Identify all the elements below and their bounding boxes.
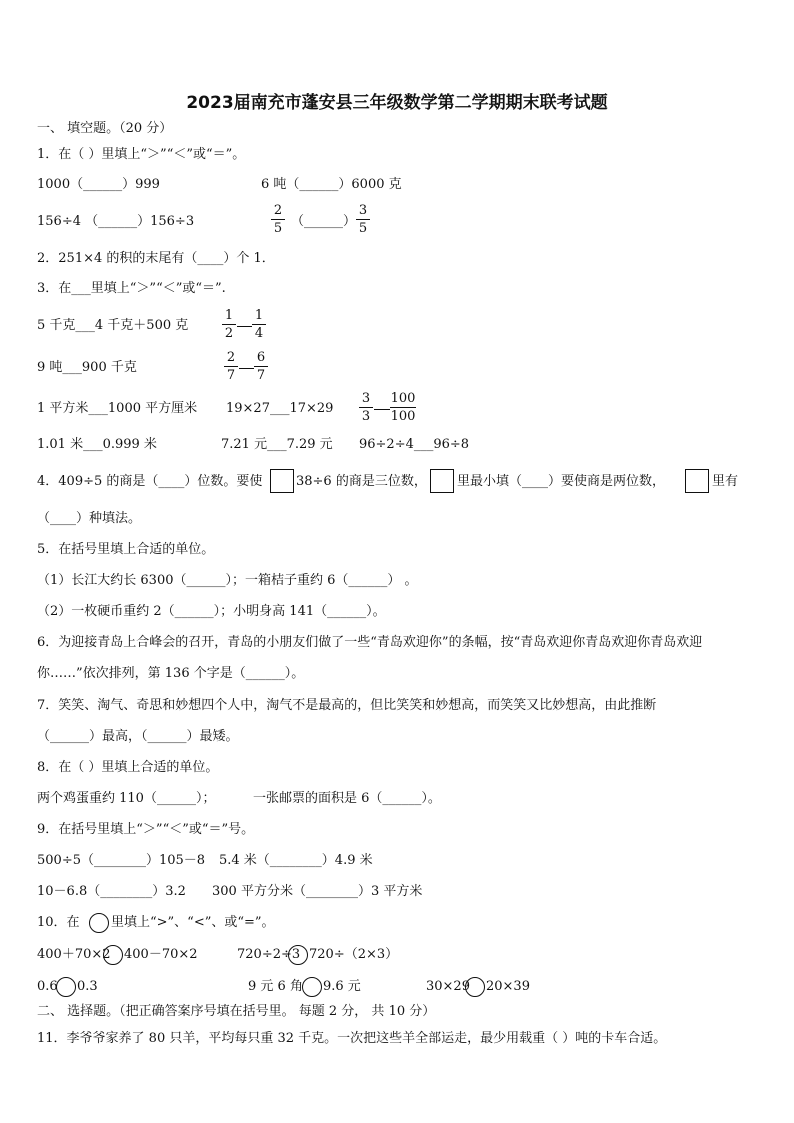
question-1-stem: 1．在（ ）里填上“＞”“＜”或“＝”。 bbox=[37, 147, 246, 162]
fraction: 100 100 bbox=[390, 391, 416, 424]
question-3-row2: 9 吨___900 千克 bbox=[37, 360, 137, 375]
answer-circle[interactable] bbox=[465, 977, 485, 997]
fraction: 3 3 bbox=[359, 391, 373, 424]
question-7-line1: 7．笑笑、淘气、奇思和妙想四个人中，淘气不是最高的，但比笑笑和妙想高，而笑笑又比妙想高，由此推断 bbox=[37, 698, 657, 713]
question-5-stem: 5．在括号里填上合适的单位。 bbox=[37, 542, 215, 557]
question-5-line1: （1）长江大约长 6300（______）；一箱桔子重约 6（______） 。 bbox=[37, 573, 418, 588]
question-10e-right: 20×39 bbox=[486, 979, 530, 994]
question-11: 11．李爷爷家养了 80 只羊，平均每只重 32 千克。一次把这些羊全部运走，最少用载重（ ）吨的卡车合适。 bbox=[37, 1031, 667, 1046]
question-10a-right: 400－70×2 bbox=[124, 947, 198, 962]
question-6-line2: 你……”依次排列，第 136 个字是（______）。 bbox=[37, 666, 305, 681]
answer-circle[interactable] bbox=[302, 977, 322, 997]
question-10-part2: 里填上“>”、“<”、或“=”。 bbox=[111, 915, 275, 930]
question-8-stem: 8．在（ ）里填上合适的单位。 bbox=[37, 760, 219, 775]
question-3-row3a: 1 平方米___1000 平方厘米 bbox=[37, 401, 198, 416]
answer-blank[interactable] bbox=[237, 326, 252, 327]
question-9c: 10－6.8（________）3.2 bbox=[37, 884, 186, 899]
question-10b-left: 720÷2÷3 bbox=[237, 947, 301, 962]
question-10c-right: 0.3 bbox=[77, 979, 98, 994]
question-2: 2．251×4 的积的末尾有（____）个 1． bbox=[37, 251, 275, 266]
question-4-part4: 里有 bbox=[712, 474, 739, 489]
question-8b: 一张邮票的面积是 6（______）。 bbox=[253, 791, 441, 806]
section-header: 一、 填空题。（20 分） bbox=[37, 121, 173, 136]
fraction: 1 2 bbox=[222, 308, 236, 341]
question-10e-left: 30×29 bbox=[426, 979, 470, 994]
question-3-stem: 3．在___里填上“＞”“＜”或“＝”. bbox=[37, 281, 226, 296]
question-4-part1: 4．409÷5 的商是（____）位数。要使 bbox=[37, 474, 263, 489]
question-10d-left: 9 元 6 角 bbox=[248, 979, 303, 994]
question-5-line2: （2）一枚硬币重约 2（______）；小明身高 141（______）。 bbox=[37, 604, 386, 619]
answer-circle[interactable] bbox=[89, 913, 109, 933]
question-3-row1: 5 千克___4 千克＋500 克 bbox=[37, 318, 189, 333]
answer-blank[interactable] bbox=[239, 368, 254, 369]
answer-blank[interactable]: （______） bbox=[291, 214, 357, 229]
question-10d-right: 9.6 元 bbox=[323, 979, 361, 994]
question-7-line2: （______）最高，（______）最矮。 bbox=[37, 729, 239, 744]
page-title: 2023届南充市蓬安县三年级数学第二学期期末联考试题 bbox=[186, 93, 608, 113]
question-3-row3b: 19×27___17×29 bbox=[226, 401, 334, 416]
question-10b-right: 720÷（2×3） bbox=[309, 947, 399, 962]
fraction: 2 7 bbox=[224, 350, 238, 383]
section-header: 二、 选择题。（把正确答案序号填在括号里。 每题 2 分， 共 10 分） bbox=[37, 1004, 436, 1019]
question-6-line1: 6．为迎接青岛上合峰会的召开，青岛的小朋友们做了一些“青岛欢迎你”的条幅，按“青岛欢迎你青岛欢迎你青岛欢迎 bbox=[37, 635, 703, 650]
question-10a-left: 400＋70×2 bbox=[37, 947, 111, 962]
answer-circle[interactable] bbox=[56, 977, 76, 997]
question-9a: 500÷5（________）105－8 bbox=[37, 853, 206, 868]
answer-box[interactable] bbox=[430, 469, 454, 493]
question-9d: 300 平方分米（________）3 平方米 bbox=[212, 884, 423, 899]
answer-box[interactable] bbox=[685, 469, 709, 493]
fraction: 6 7 bbox=[254, 350, 268, 383]
answer-circle[interactable] bbox=[103, 945, 123, 965]
answer-blank[interactable] bbox=[374, 409, 390, 410]
fraction: 2 5 bbox=[271, 203, 285, 236]
question-8a: 两个鸡蛋重约 110（______）； bbox=[37, 791, 216, 806]
question-1c: 156÷4 （______）156÷3 bbox=[37, 214, 195, 229]
question-4-part3: 里最小填（____）要使商是两位数， bbox=[457, 474, 666, 489]
question-1b: 6 吨（______）6000 克 bbox=[261, 177, 402, 192]
answer-box[interactable] bbox=[270, 469, 294, 493]
question-10c-left: 0.6 bbox=[37, 979, 58, 994]
question-9-stem: 9．在括号里填上“＞”“＜”或“＝”号。 bbox=[37, 822, 255, 837]
question-10-part1: 10．在 bbox=[37, 915, 80, 930]
fraction: 1 4 bbox=[252, 308, 266, 341]
question-3-row4c: 96÷2÷4___96÷8 bbox=[359, 437, 470, 452]
question-1a: 1000（______）999 bbox=[37, 177, 160, 192]
question-4-part2: 38÷6 的商是三位数， bbox=[296, 474, 427, 489]
question-9b: 5.4 米（________）4.9 米 bbox=[219, 853, 373, 868]
question-3-row4a: 1.01 米___0.999 米 bbox=[37, 437, 157, 452]
question-3-row4b: 7.21 元___7.29 元 bbox=[221, 437, 333, 452]
answer-circle[interactable] bbox=[288, 945, 308, 965]
fraction: 3 5 bbox=[356, 203, 370, 236]
question-4-part5: （____）种填法。 bbox=[37, 511, 142, 526]
